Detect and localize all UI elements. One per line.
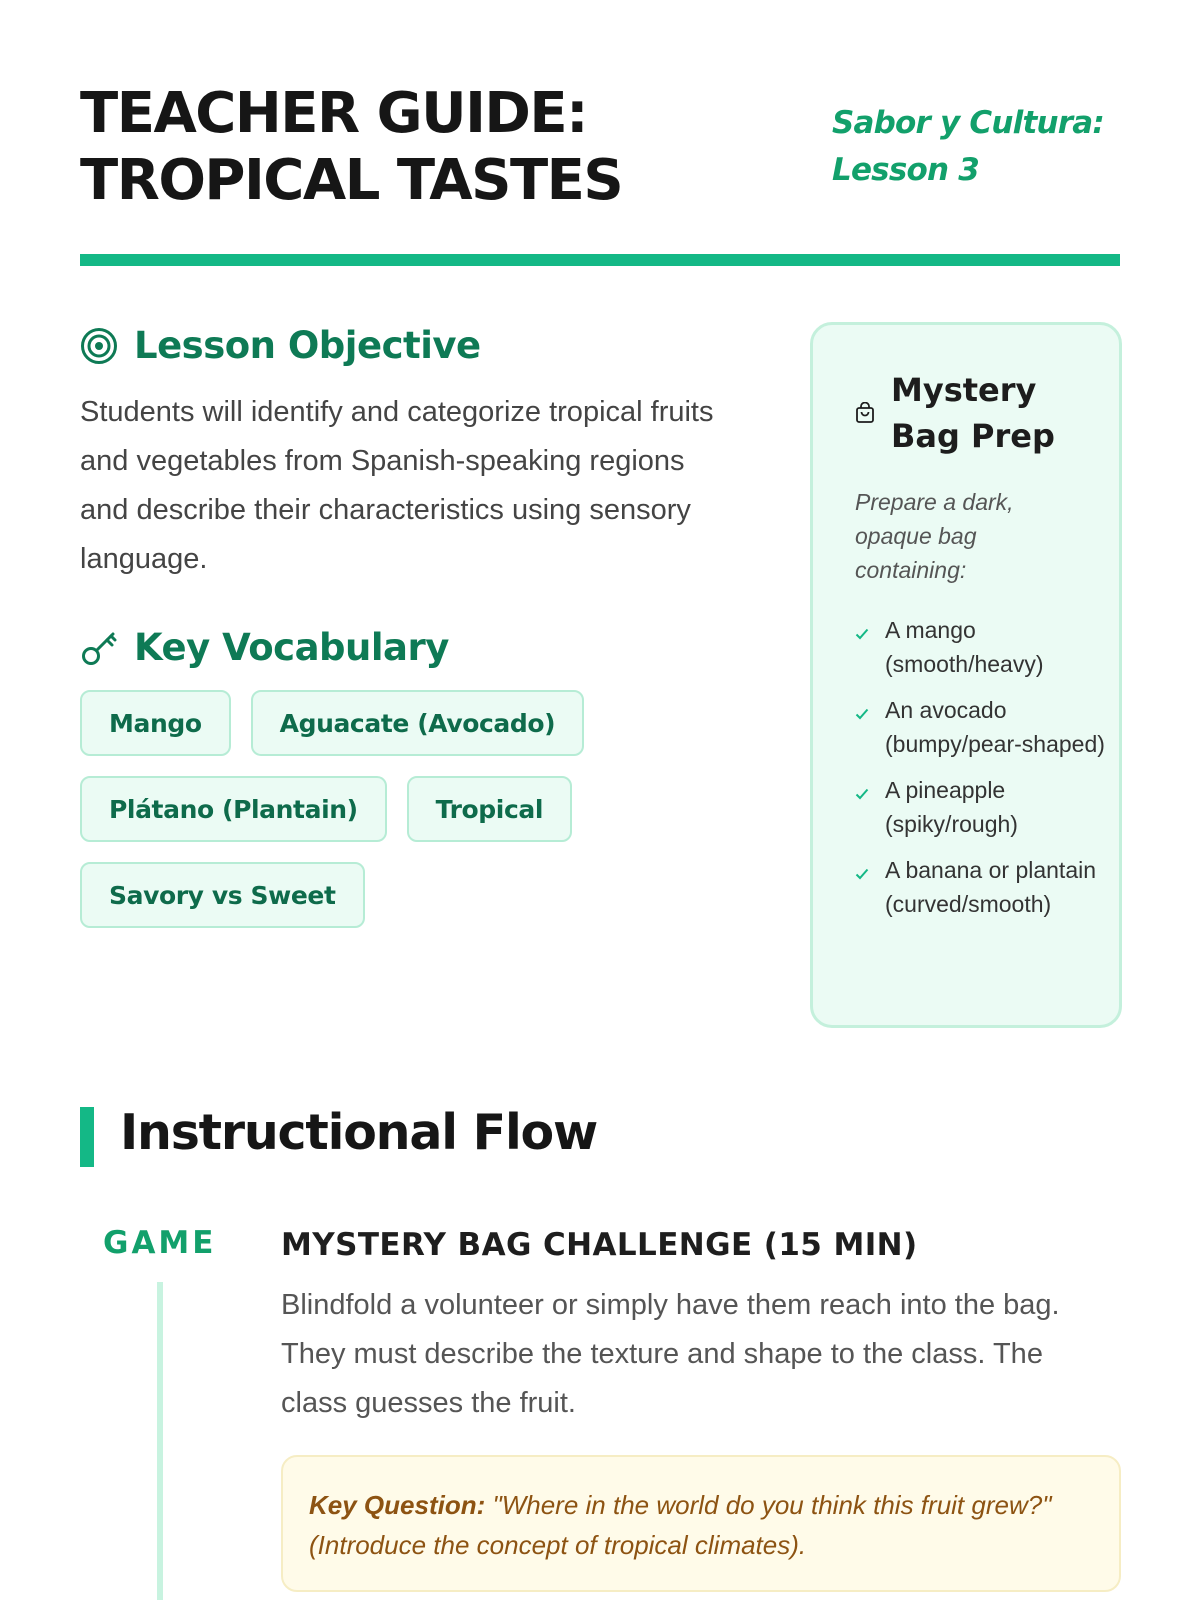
subtitle-line-2: Lesson 3	[832, 152, 980, 188]
title-line-2: TROPICAL TASTES	[80, 148, 623, 213]
check-icon	[855, 773, 885, 809]
page-title	[80, 80, 780, 214]
header-divider	[80, 254, 1120, 266]
shopping-bag-icon	[855, 402, 875, 424]
vocab-chip: Tropical	[407, 776, 572, 842]
vocab-chip: Aguacate (Avocado)	[251, 690, 585, 756]
lesson-subtitle	[832, 100, 1132, 194]
step-title: MYSTERY BAG CHALLENGE (15 MIN)	[281, 1227, 918, 1263]
key-icon	[80, 629, 118, 667]
vocabulary-heading-text: Key Vocabulary	[134, 626, 449, 669]
list-item	[855, 853, 1115, 921]
vocabulary-chip-list	[80, 690, 720, 928]
timeline-line	[157, 1282, 163, 1600]
check-icon	[855, 853, 885, 889]
mystery-bag-note: Prepare a dark, opaque bag containing:	[855, 489, 1014, 583]
vocabulary-heading	[80, 626, 449, 669]
objective-heading-text: Lesson Objective	[134, 324, 481, 367]
key-question-callout	[281, 1455, 1121, 1592]
mystery-bag-title: Mystery Bag Prep	[891, 371, 1055, 455]
mystery-bag-header	[855, 367, 1061, 459]
mystery-bag-card	[810, 322, 1122, 1028]
phase-tag: GAME	[103, 1225, 217, 1261]
vocab-chip: Savory vs Sweet	[80, 862, 365, 928]
target-icon	[80, 327, 118, 365]
callout-label: Key Question:	[309, 1490, 486, 1520]
check-icon	[855, 693, 885, 729]
list-item-text: An avocado (bumpy/pear-shaped)	[885, 697, 1105, 757]
objective-text: Students will identify and categorize tropical fruits and vegetables from Spanish-speaking regions and describe their characteristics using sensory language.	[80, 396, 714, 575]
list-item	[855, 693, 1115, 761]
vocab-chip: Mango	[80, 690, 231, 756]
title-line-1: TEACHER GUIDE:	[80, 81, 588, 146]
step-description: Blindfold a volunteer or simply have them reach into the bag. They must describe the texture and shape to the class. The class guesses the fruit.	[281, 1289, 1060, 1419]
list-item-text: A pineapple (spiky/rough)	[885, 777, 1018, 837]
section-accent-bar	[80, 1107, 94, 1167]
vocab-chip: Plátano (Plantain)	[80, 776, 387, 842]
check-icon	[855, 613, 885, 649]
list-item	[855, 773, 1115, 841]
list-item-text: A banana or plantain (curved/smooth)	[885, 857, 1097, 917]
list-item	[855, 613, 1115, 681]
list-item-text: A mango (smooth/heavy)	[885, 617, 1044, 677]
subtitle-line-1: Sabor y Cultura:	[832, 105, 1104, 141]
objective-heading	[80, 324, 481, 367]
mystery-bag-list	[855, 613, 1115, 933]
callout-text: "Where in the world do you think this fruit grew?" (Introduce the concept of tropical climates).	[309, 1490, 1052, 1560]
flow-heading: Instructional Flow	[120, 1104, 598, 1161]
